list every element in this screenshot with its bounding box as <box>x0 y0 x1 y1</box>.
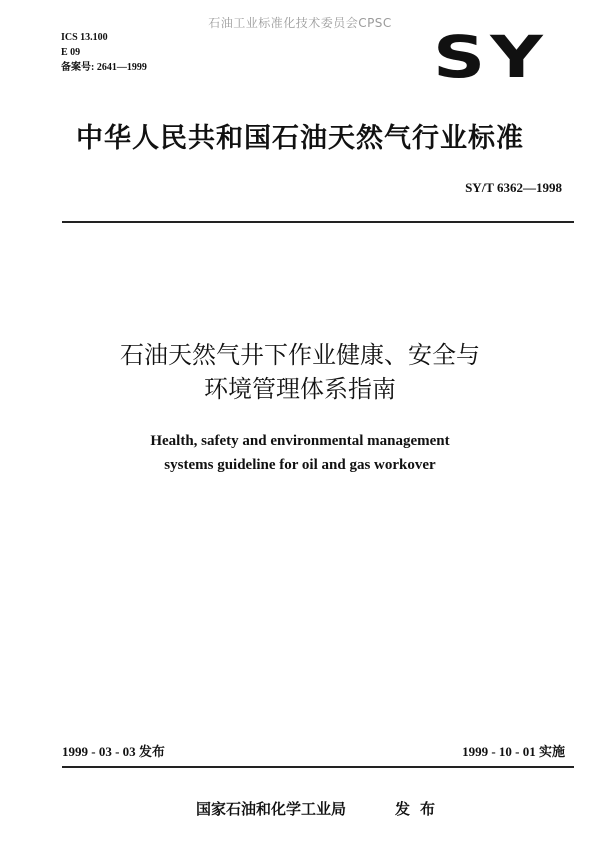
ics-code: ICS 13.100 <box>61 32 108 43</box>
sy-logo: SY <box>433 23 548 91</box>
standard-number: SY/T 6362—1998 <box>465 180 562 195</box>
watermark-text: 石油工业标准化技术委员会CPSC <box>208 16 392 30</box>
document-title-en <box>0 429 600 477</box>
issue-date: 1999 - 03 - 03 发布 <box>62 744 165 759</box>
record-number: 备案号: 2641—1999 <box>61 62 147 73</box>
document-title-cn <box>0 338 600 406</box>
classification-codes <box>61 30 147 75</box>
document-title-cn-line1: 石油天然气井下作业健康、安全与 <box>120 341 480 369</box>
publisher-name: 国家石油和化学工业局 <box>196 800 347 818</box>
implementation-date: 1999 - 10 - 01 实施 <box>462 744 565 759</box>
bottom-divider <box>62 766 574 768</box>
publish-label: 发布 <box>395 800 446 818</box>
top-divider <box>62 221 574 223</box>
category-code: E 09 <box>61 47 81 58</box>
document-title-en-line2: systems guideline for oil and gas workover <box>164 457 436 473</box>
document-title-cn-line2: 环境管理体系指南 <box>204 375 396 403</box>
document-title-en-line1: Health, safety and environmental management <box>150 433 450 449</box>
standard-title: 中华人民共和国石油天然气行业标准 <box>76 123 524 154</box>
